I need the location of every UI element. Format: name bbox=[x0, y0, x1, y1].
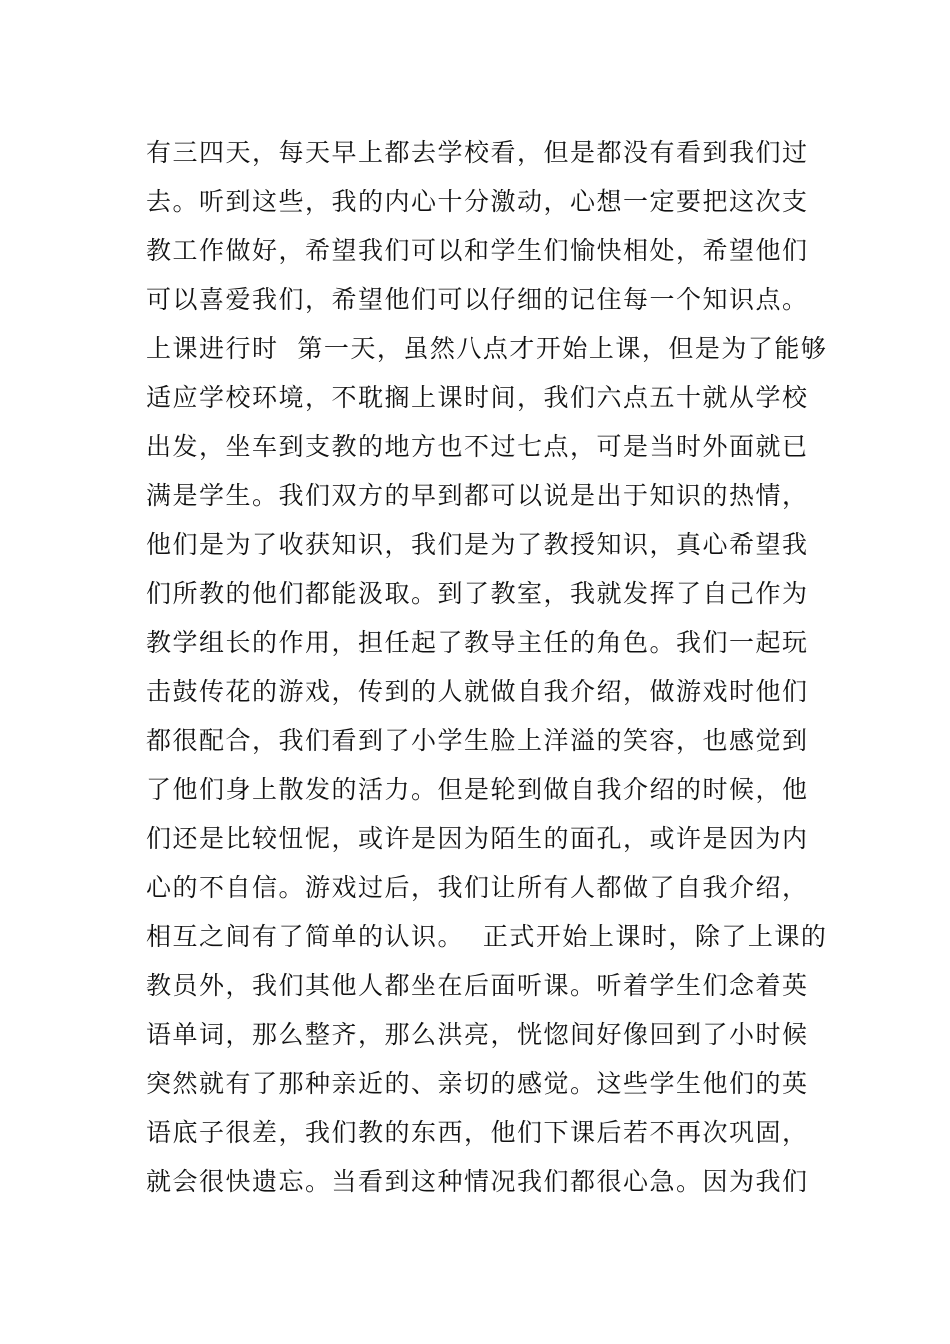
text-line: 突然就有了那种亲近的、亲切的感觉。这些学生他们的英 bbox=[146, 1069, 809, 1098]
text-line: 适应学校环境，不耽搁上课时间，我们六点五十就从学校 bbox=[146, 383, 809, 412]
text-line: 们还是比较忸怩，或许是因为陌生的面孔，或许是因为内 bbox=[146, 824, 809, 853]
text-line: 教工作做好，希望我们可以和学生们愉快相处，希望他们 bbox=[146, 236, 809, 265]
text-line: 语底子很差，我们教的东西，他们下课后若不再次巩固， bbox=[146, 1118, 809, 1147]
text-line: 满是学生。我们双方的早到都可以说是出于知识的热情， bbox=[146, 481, 809, 510]
text-line: 击鼓传花的游戏，传到的人就做自我介绍，做游戏时他们 bbox=[146, 677, 809, 706]
text-line: 有三四天，每天早上都去学校看，但是都没有看到我们过 bbox=[146, 138, 809, 167]
text-line: 语单词，那么整齐，那么洪亮，恍惚间好像回到了小时候 bbox=[146, 1020, 809, 1049]
text-line: 了他们身上散发的活力。但是轮到做自我介绍的时候，他 bbox=[146, 775, 809, 804]
text-line: 心的不自信。游戏过后，我们让所有人都做了自我介绍， bbox=[146, 873, 809, 902]
text-line: 去。听到这些，我的内心十分激动，心想一定要把这次支 bbox=[146, 187, 809, 216]
text-line: 教学组长的作用，担任起了教导主任的角色。我们一起玩 bbox=[146, 628, 809, 657]
text-line: 他们是为了收获知识，我们是为了教授知识，真心希望我 bbox=[146, 530, 809, 559]
text-line: 出发，坐车到支教的地方也不过七点，可是当时外面就已 bbox=[146, 432, 809, 461]
text-line: 可以喜爱我们，希望他们可以仔细的记住每一个知识点。 bbox=[146, 285, 809, 314]
text-line: 相互之间有了简单的认识。 正式开始上课时，除了上课的 bbox=[146, 922, 828, 951]
text-line: 们所教的他们都能汲取。到了教室，我就发挥了自己作为 bbox=[146, 579, 809, 608]
text-line: 教员外，我们其他人都坐在后面听课。听着学生们念着英 bbox=[146, 971, 809, 1000]
text-line: 上课进行时 第一天，虽然八点才开始上课，但是为了能够 bbox=[146, 334, 828, 363]
text-line: 就会很快遗忘。当看到这种情况我们都很心急。因为我们 bbox=[146, 1167, 809, 1196]
text-line: 都很配合，我们看到了小学生脸上洋溢的笑容，也感觉到 bbox=[146, 726, 809, 755]
body-text bbox=[146, 128, 826, 1206]
